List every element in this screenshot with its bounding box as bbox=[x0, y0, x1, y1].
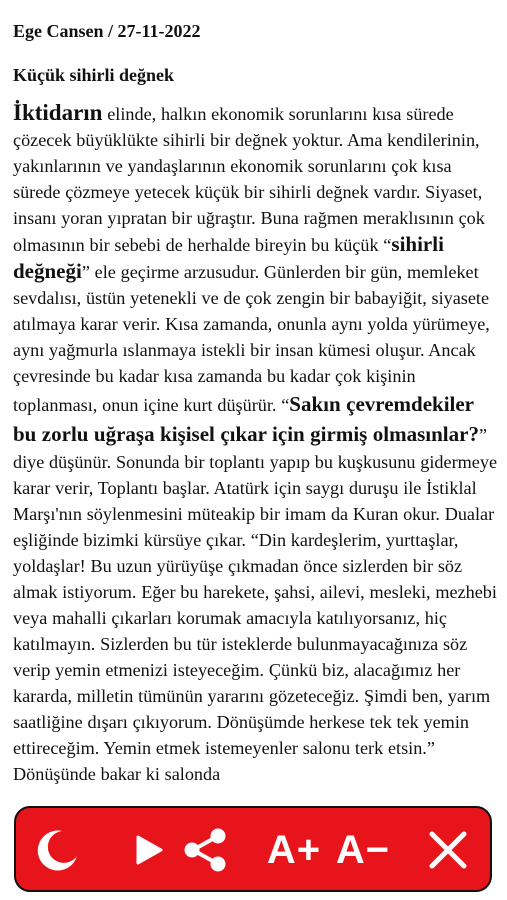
emphasis-question: Sakın çevremdekiler bu zorlu uğraşa kişisel çıkar için girmiş olmasınlar? bbox=[13, 392, 479, 446]
article bbox=[13, 18, 501, 787]
play-button[interactable] bbox=[130, 827, 168, 873]
decrease-font-button[interactable] bbox=[330, 827, 396, 873]
emphasis-magic-wand: sihirli değneği bbox=[13, 232, 444, 283]
lead-word: İktidarın bbox=[13, 100, 103, 125]
increase-font-button[interactable] bbox=[262, 827, 326, 873]
play-icon bbox=[135, 834, 163, 866]
decrease-font-label: A− bbox=[335, 828, 391, 872]
increase-font-label: A+ bbox=[266, 828, 322, 872]
article-body bbox=[13, 100, 501, 787]
share-icon bbox=[182, 828, 228, 872]
reader-toolbar bbox=[14, 806, 492, 892]
article-byline: Ege Cansen / 27-11-2022 bbox=[13, 21, 201, 41]
moon-icon bbox=[36, 828, 80, 872]
share-button[interactable] bbox=[180, 827, 230, 873]
night-mode-button[interactable] bbox=[34, 827, 82, 873]
body-text-part-1: elinde, halkın ekonomik sorunlarını kısa sürede çözecek büyüklükte sihirli bir değnek yoktur. Ama kendilerinin, yakınlarının ve yandaşlarının ekonomik sorunlarını çok kısa sürede çözmeye yetecek küçük bir sihirli değnek vardır. Siyaset, insanı yoran yıpratan bir uğraştır. Buna rağmen meraklısının çok olmasının bir sebebi de herhalde bireyin bu küçük “ bbox=[13, 104, 485, 255]
article-title: Küçük sihirli değnek bbox=[13, 65, 175, 85]
body-text-part-3: ” diye düşünür. Sonunda bir toplantı yapıp bu kuşkusunu gidermeye karar verir, Toplantı başlar. Atatürk için saygı duruşu ile İstiklal Marşı'nın söylenmesini müteakip bir imam da Kuran okur. Dualar eşliğinde bizimki kürsüye çıkar. “Din kardeşlerim, yurttaşlar, yoldaşlar! Bu uzun yürüyüşe çıkmadan önce sizlerden bir söz almak istiyorum. Eğer bu harekete, şahsi, ailevi, mesleki, mezhebi veya mahalli çıkarları korumak amacıyla katılıyorsanız, hiç katılmayın. Sizlerden bu tür isteklerde bulunmayacağınıza söz verip yemin etmenizi isteyeceğim. Çünkü biz, alacağımız her kararda, milletin tümünün yararını gözeteceğiz. Şimdi ben, yarım saatliğine dışarı çıkıyorum. Dönüşümde herkese tek tek yemin ettireceğim. Yemin etmek istemeyenler salonu terk etsin.” Dönüşünde bakar ki salonda bbox=[13, 425, 498, 784]
body-text-part-2: ” ele geçirme arzusudur. Günlerden bir gün, memleket sevdalısı, üstün yetenekli ve de çok zengin bir babayiğit, siyasete atılmaya karar verir. Kısa zamanda, onunla aynı yolda yürümeye, aynı yağmurla ıslanmaya istekli bir insan kümesi oluşur. Ancak çevresinde bu kadar kısa zamanda bu kadar çok kişinin toplanması, onun içine kurt düşürür. “ bbox=[13, 262, 490, 415]
close-icon bbox=[428, 830, 468, 870]
close-button[interactable] bbox=[420, 827, 476, 873]
